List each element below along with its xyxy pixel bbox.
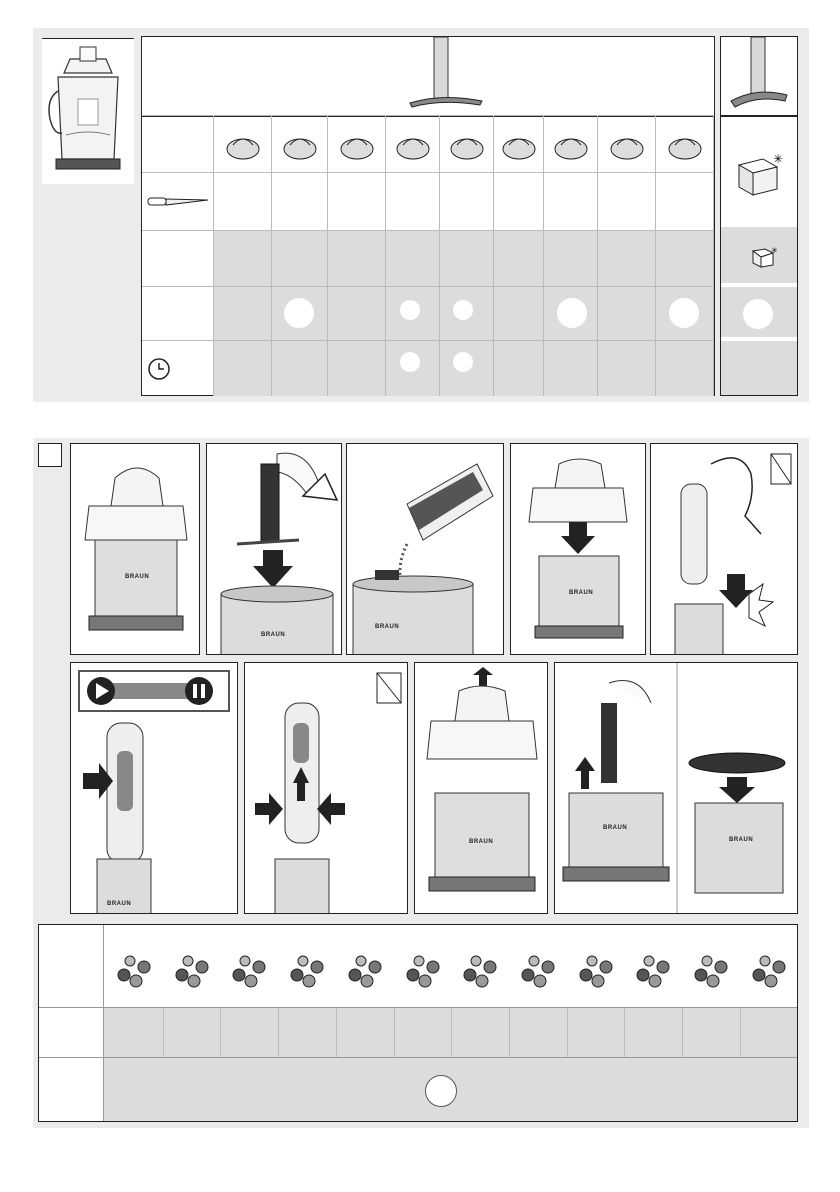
chili-icon — [341, 937, 389, 997]
table-cell — [656, 340, 714, 396]
table-cell — [544, 340, 598, 396]
speed-indicator — [743, 299, 773, 329]
divider — [624, 1008, 625, 1057]
table-cell — [214, 230, 272, 286]
table-cell — [328, 230, 386, 286]
star-anise-icon — [168, 937, 216, 997]
divider — [509, 1008, 510, 1057]
table-cell — [440, 230, 494, 286]
divider — [220, 1008, 221, 1057]
table-cell — [598, 172, 656, 230]
step-attach-motor — [650, 443, 798, 655]
ice-cube-icon — [733, 149, 787, 199]
step-release-motor — [244, 662, 408, 914]
seeds-icon — [572, 937, 620, 997]
sugar-cubes-icon — [745, 937, 793, 997]
table-cell — [328, 172, 386, 230]
pause-icon — [185, 677, 213, 705]
step-remove-lid — [414, 662, 548, 914]
step-remove-blade-store — [554, 662, 798, 914]
table-cell — [214, 286, 272, 340]
knife-icon — [146, 192, 210, 212]
divider — [336, 1008, 337, 1057]
brand-label: BRAUN — [469, 839, 494, 845]
table-cell — [598, 286, 656, 340]
svg-text:✳: ✳ — [773, 152, 784, 166]
cheese-icon — [278, 125, 322, 165]
cloves-icon — [283, 937, 331, 997]
speed-indicator — [557, 298, 587, 328]
table-cell — [544, 230, 598, 286]
divider — [451, 1008, 452, 1057]
brand-label: BRAUN — [603, 825, 628, 831]
ice-table — [720, 36, 798, 396]
table-cell — [272, 230, 328, 286]
table-cell — [142, 230, 214, 286]
speed-indicator — [453, 352, 473, 372]
step-insert-blade — [206, 443, 342, 655]
table-cell — [142, 115, 214, 172]
fruits-icon — [663, 125, 707, 165]
table-cell — [272, 340, 328, 396]
product-image — [42, 38, 134, 184]
coffee-beans-icon — [514, 937, 562, 997]
table-cell — [494, 230, 544, 286]
walnuts-icon — [445, 125, 489, 165]
table-cell — [598, 230, 656, 286]
shrimp-icon — [687, 937, 735, 997]
garlic-icon — [549, 125, 593, 165]
ice-blade-icon — [727, 37, 793, 115]
brand-label: BRAUN — [375, 624, 400, 630]
table-cell — [142, 286, 214, 340]
svg-text:✳: ✳ — [771, 246, 778, 255]
speed-indicator — [453, 300, 473, 320]
table-cell — [386, 230, 440, 286]
divider — [394, 1008, 395, 1057]
cumin-icon — [399, 937, 447, 997]
small-ice-icon — [751, 243, 785, 273]
divider — [740, 1008, 741, 1057]
carrot-icon — [605, 125, 649, 165]
divider — [278, 1008, 279, 1057]
step-attach-lid — [510, 443, 646, 655]
cinnamon-icon — [225, 937, 273, 997]
step-add-food — [346, 443, 504, 655]
chopper-bowl-icon — [42, 39, 134, 184]
brand-label: BRAUN — [569, 590, 594, 596]
step-marker — [38, 443, 62, 467]
table-cell — [494, 340, 544, 396]
onion-icon — [497, 125, 541, 165]
herbs-icon — [335, 125, 379, 165]
fish-icon — [629, 937, 677, 997]
table-cell — [272, 172, 328, 230]
rice-icon — [456, 937, 504, 997]
meat-icon — [221, 125, 265, 165]
table-cell — [328, 340, 386, 396]
brand-label: BRAUN — [729, 837, 754, 843]
divider — [567, 1008, 568, 1057]
brand-label: BRAUN — [261, 632, 286, 638]
speed-indicator — [400, 352, 420, 372]
speed-indicator — [669, 298, 699, 328]
speed-indicator — [425, 1075, 457, 1107]
divider — [682, 1008, 683, 1057]
table-cell — [656, 230, 714, 286]
table-cell — [544, 172, 598, 230]
table-cell — [494, 286, 544, 340]
peppercorns-icon — [110, 937, 158, 997]
clock-icon — [146, 356, 172, 382]
table-cell — [656, 172, 714, 230]
ingredient-table — [38, 924, 798, 1122]
table-cell — [598, 340, 656, 396]
table-cell — [440, 172, 494, 230]
brand-label: BRAUN — [125, 574, 150, 580]
step-chopper-assembled — [70, 443, 200, 655]
brand-label: BRAUN — [107, 901, 132, 907]
speed-indicator — [400, 300, 420, 320]
step-press-button-operate — [70, 662, 238, 914]
table-cell — [386, 172, 440, 230]
nuts-icon — [391, 125, 435, 165]
divider — [163, 1008, 164, 1057]
table-cell — [328, 286, 386, 340]
table-cell — [214, 172, 272, 230]
speed-indicator — [284, 298, 314, 328]
chopper-blade-icon — [402, 37, 492, 115]
table-cell — [214, 340, 272, 396]
table-cell — [494, 172, 544, 230]
